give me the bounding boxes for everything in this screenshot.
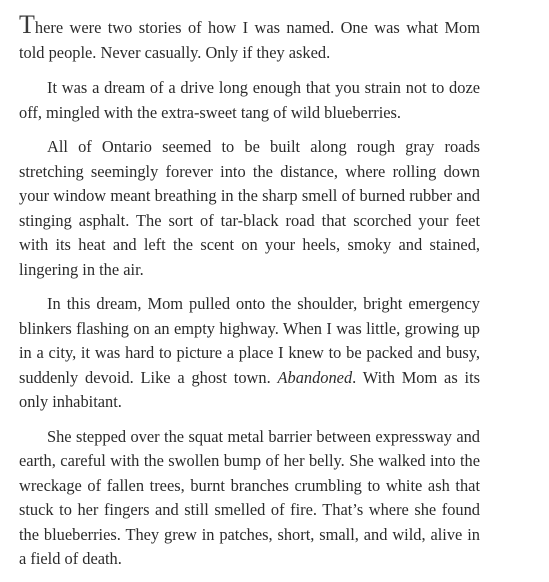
book-page bbox=[19, 12, 480, 582]
emphasis-abandoned: Abandoned bbox=[277, 367, 353, 387]
paragraph-shoulder-text: In this dream, Mom pulled onto the shoulder, bright emergency blinkers flashing on an empty highway. When I was little, growing up in a city, it was hard to picture a place I knew to be packed and busy, suddenly devoid. Like a ghost town. bbox=[19, 294, 480, 387]
paragraph-shoulder-tail: . With Mom as its only inhabitant. bbox=[19, 367, 480, 411]
drop-cap-initial: T bbox=[19, 10, 35, 39]
paragraph-ontario-roads: All of Ontario seemed to be built along rough gray roads stretching seemingly forever into the distance, where rolling down your window meant breathing in the sharp smell of burned rubber and stinging asphalt. The sort of tar-black road that scorched your feet with its heat and left the scent on your heels, smoky and stained, lingering in the air. bbox=[19, 137, 480, 279]
paragraph-opening bbox=[19, 12, 480, 65]
paragraph-blueberries: She stepped over the squat metal barrier between expressway and earth, careful with the swollen bump of her belly. She walked into the wreckage of fallen trees, burnt branches crumbling to white ash that stuck to her fingers and still smelled of fire. That’s where she found the blueberries. They grew in patches, short, small, and wild, alive in a field of death. bbox=[19, 426, 480, 568]
paragraph-dream-drive: It was a dream of a drive long enough that you strain not to doze off, mingled with the extra-sweet tang of wild blueberries. bbox=[19, 78, 480, 122]
paragraph-opening-text: here were two stories of how I was named. One was what Mom told people. Never casually. Only if they asked. bbox=[19, 18, 480, 62]
paragraph-shoulder bbox=[19, 292, 480, 415]
